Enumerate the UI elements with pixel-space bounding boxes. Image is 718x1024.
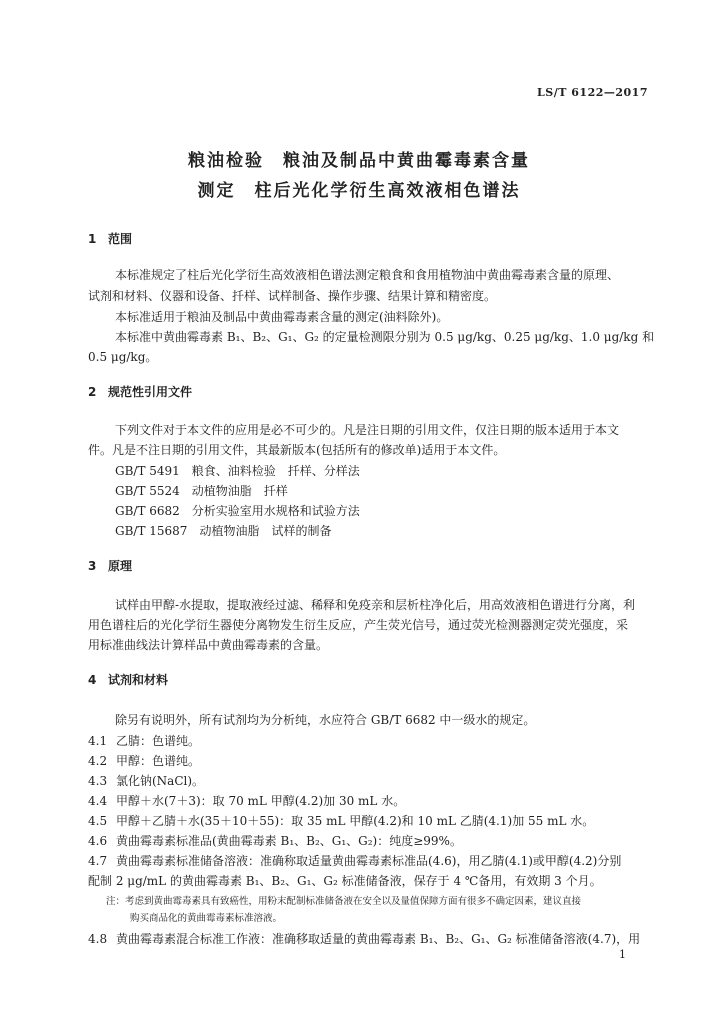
reference-item: GB/T 5491 粮食、油料检验 扦样、分样法 — [115, 464, 360, 478]
item-text: 黄曲霉毒素标准储备溶液：准确称取适量黄曲霉毒素标准品(4.6)，用乙腈(4.1)或甲醇(4.2)分别 — [116, 854, 622, 868]
section-number: 2 — [88, 385, 97, 399]
reference-item: GB/T 6682 分析实验室用水规格和试验方法 — [115, 504, 360, 518]
reference-item: GB/T 15687 动植物油脂 试样的制备 — [115, 524, 332, 538]
section-number: 1 — [88, 232, 97, 246]
reagent-item — [88, 792, 405, 809]
item-text: 甲醇＋水(7＋3)：取 70 mL 甲醇(4.2)加 30 mL 水。 — [116, 794, 406, 808]
note-line1: 注：考虑到黄曲霉毒素具有致癌性，用粉末配制标准储备液在安全以及量值保障方面有很多不确定因素，建议直接 — [106, 896, 582, 907]
reagent-item — [88, 832, 462, 849]
reagent-item — [88, 732, 200, 749]
section-heading-normative-references — [88, 383, 192, 400]
document-title-line1: 粮油检验 粮油及制品中黄曲霉毒素含量 — [188, 151, 530, 171]
document-title-line2: 测定 柱后光化学衍生高效液相色谱法 — [197, 181, 521, 201]
standard-number: LS/T 6122—2017 — [537, 86, 648, 99]
item-text: 甲醇＋乙腈＋水(35＋10＋55)：取 35 mL 甲醇(4.2)和 10 mL 乙腈(4.1)加 55 mL 水。 — [116, 814, 595, 828]
scope-paragraph-2: 本标准适用于粮油及制品中黄曲霉毒素含量的测定(油料除外)。 — [115, 310, 449, 324]
note-line2: 购买商品化的黄曲霉毒素标准溶液。 — [130, 913, 283, 924]
item-number: 4.2 — [88, 754, 108, 768]
scope-paragraph-1-line2: 试剂和材料、仪器和设备、扦样、试样制备、操作步骤、结果计算和精密度。 — [88, 289, 497, 303]
scope-paragraph-1-line1: 本标准规定了柱后光化学衍生高效液相色谱法测定粮食和食用植物油中黄曲霉毒素含量的原理、 — [115, 268, 620, 282]
section-title: 原理 — [108, 559, 133, 573]
section-title: 试剂和材料 — [108, 673, 169, 687]
item-text: 氯化钠(NaCl)。 — [116, 774, 205, 788]
item-text: 乙腈：色谱纯。 — [116, 734, 201, 748]
item-number: 4.5 — [88, 814, 108, 828]
scope-paragraph-3-line2: 0.5 μg/kg。 — [88, 350, 158, 364]
reagent-item — [88, 930, 640, 947]
reagent-item — [88, 752, 200, 769]
item-text: 黄曲霉毒素标准品(黄曲霉毒素 B₁、B₂、G₁、G₂)：纯度≥99%。 — [116, 834, 462, 848]
item-number: 4.6 — [88, 834, 108, 848]
section-heading-reagents — [88, 671, 168, 688]
reference-item: GB/T 5524 动植物油脂 扦样 — [115, 484, 288, 498]
reagent-item — [88, 812, 594, 829]
section-heading-scope — [88, 230, 132, 247]
item-number: 4.4 — [88, 794, 108, 808]
reagent-item-continuation: 配制 2 μg/mL 的黄曲霉毒素 B₁、B₂、G₁、G₂ 标准储备液，保存于 4 ℃备用，有效期 3 个月。 — [88, 874, 602, 888]
principle-line2: 用色谱柱后的光化学衍生器使分离物发生衍生反应，产生荧光信号，通过荧光检测器测定荧光强度，采 — [88, 618, 629, 632]
section-number: 4 — [88, 673, 97, 687]
principle-line1: 试样由甲醇-水提取，提取液经过滤、稀释和免疫亲和层析柱净化后，用高效液相色谱进行分离，利 — [115, 598, 636, 612]
normative-paragraph-line2: 件。凡是不注日期的引用文件，其最新版本(包括所有的修改单)适用于本文件。 — [88, 443, 506, 457]
item-number: 4.1 — [88, 734, 108, 748]
reagents-intro: 除另有说明外，所有试剂均为分析纯，水应符合 GB/T 6682 中一级水的规定。 — [115, 713, 536, 727]
normative-paragraph-line1: 下列文件对于本文件的应用是必不可少的。凡是注日期的引用文件，仅注日期的版本适用于本文 — [115, 423, 620, 437]
item-number: 4.7 — [88, 854, 108, 868]
item-text: 黄曲霉毒素混合标准工作液：准确移取适量的黄曲霉毒素 B₁、B₂、G₁、G₂ 标准储备溶液(4.7)，用 — [116, 932, 641, 946]
page-number: 1 — [619, 948, 626, 961]
section-heading-principle — [88, 557, 132, 574]
item-number: 4.3 — [88, 774, 108, 788]
reagent-item — [88, 772, 204, 789]
section-number: 3 — [88, 559, 97, 573]
section-title: 范围 — [108, 232, 133, 246]
section-title: 规范性引用文件 — [108, 385, 193, 399]
scope-paragraph-3-line1: 本标准中黄曲霉毒素 B₁、B₂、G₁、G₂ 的定量检测限分别为 0.5 μg/kg、0.25 μg/kg、1.0 μg/kg 和 — [115, 330, 655, 344]
reagent-item — [88, 852, 621, 869]
principle-line3: 用标准曲线法计算样品中黄曲霉毒素的含量。 — [88, 638, 329, 652]
item-text: 甲醇：色谱纯。 — [116, 754, 201, 768]
item-number: 4.8 — [88, 932, 108, 946]
